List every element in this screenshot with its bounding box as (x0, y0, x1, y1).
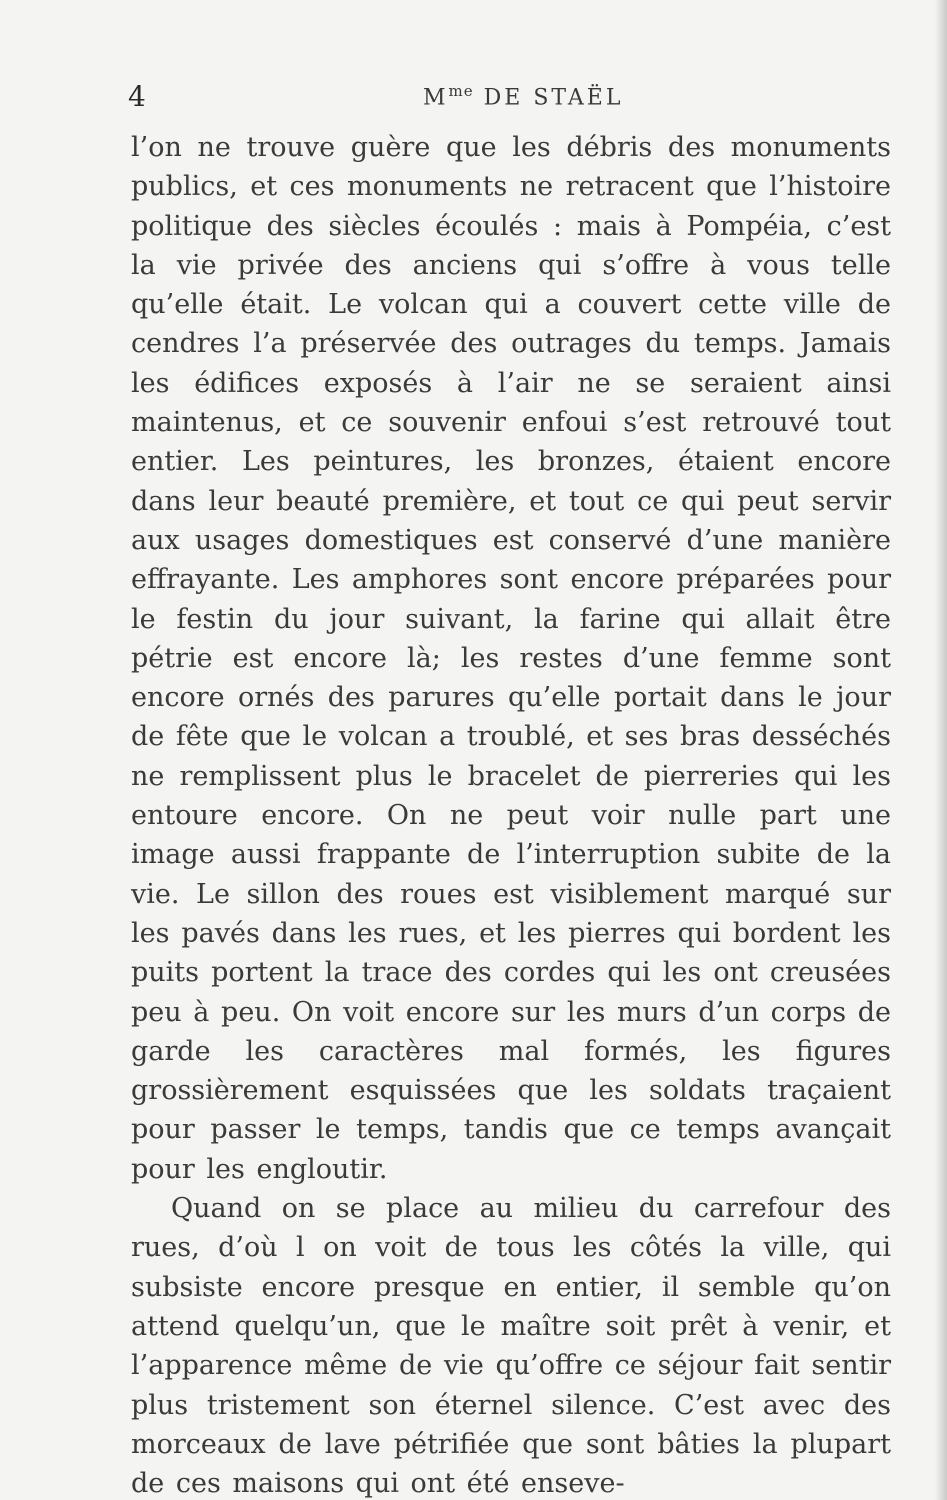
paragraph-1: l’on ne trouve guère que les débris des monuments publics, et ces monuments ne retracent que l’histoire politique des siècles écoulés : mais à Pompéia, c’est la vie privée des anciens qui s’offre à vous telle qu’elle était. Le volcan qui a couvert cette ville de cendres l’a préservée des outrages du temps. Jamais les édifices exposés à l’air ne se seraient ainsi maintenus, et ce souvenir enfoui s’est retrouvé tout entier. Les peintures, les bronzes, étaient encore dans leur beauté première, et tout ce qui peut servir aux usages domestiques est conservé d’une manière effrayante. Les amphores sont encore préparées pour le festin du jour suivant, la farine qui allait être pétrie est encore là; les restes d’une femme sont encore ornés des parures qu’elle portait dans le jour de fête que le volcan a troublé, et ses bras desséchés ne remplissent plus le bracelet de pierreries qui les entoure encore. On ne peut voir nulle part une image aussi frappante de l’interruption subite de la vie. Le sillon des roues est visiblement marqué sur les pavés dans les rues, et les pierres qui bordent les puits portent la trace des cordes qui les ont creusées peu à peu. On voit encore sur les murs d’un corps de garde les caractères mal formés, les figures grossièrement esquissées que les soldats traçaient pour passer le temps, tandis que ce temps avançait pour les engloutir. (131, 132, 891, 1185)
body-text (131, 128, 891, 1500)
page-header (128, 80, 888, 116)
author-superscript: me (448, 82, 474, 100)
page-number: 4 (128, 80, 146, 113)
running-head (423, 82, 623, 110)
author-name: DE STAËL (473, 85, 624, 111)
page-edge-shadow (935, 0, 947, 1500)
author-prefix: M (423, 85, 449, 111)
paragraph-2: Quand on se place au milieu du carrefour des rues, d’où l on voit de tous les côtés la ville, qui subsiste encore presque en entier, il semble qu’on attend quelqu’un, que le maître soit prêt à venir, et l’apparence même de vie qu’offre ce séjour fait sentir plus tristement son éternel silence. C’est avec des morceaux de lave pétrifiée que sont bâties la plupart de ces maisons qui ont été enseve- (131, 1193, 891, 1500)
